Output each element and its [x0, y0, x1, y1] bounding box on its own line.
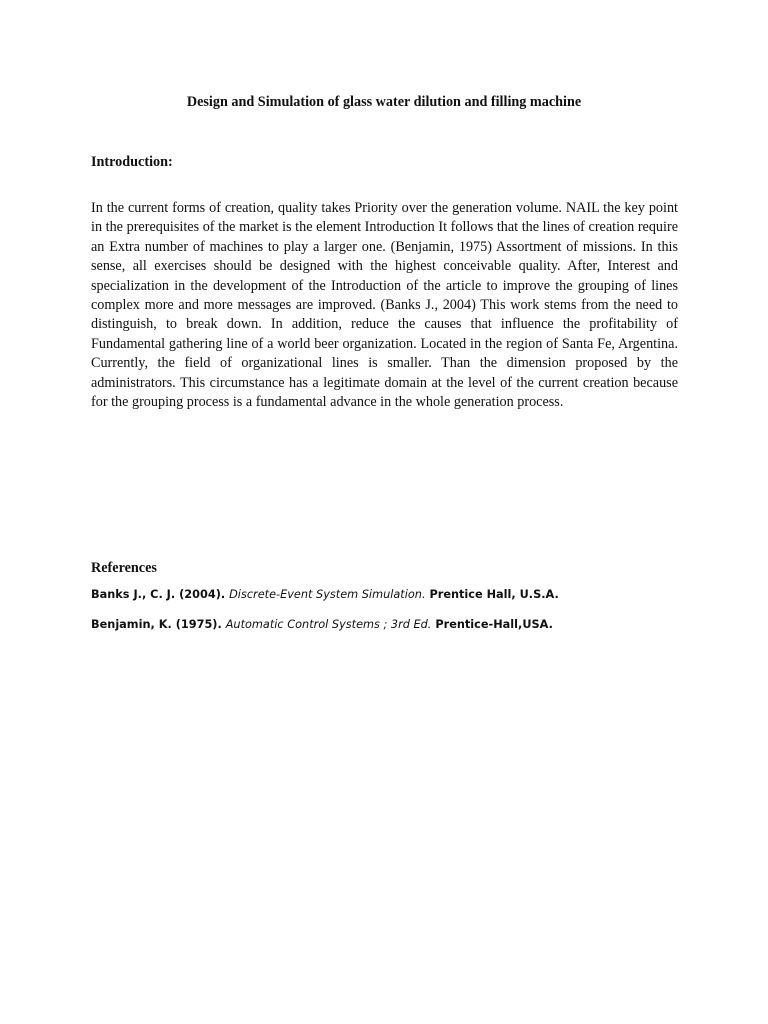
reference-authors-year: Banks J., C. J. (2004). — [91, 588, 230, 601]
introduction-heading: Introduction: — [91, 154, 173, 170]
reference-publisher: Prentice-Hall,USA. — [431, 618, 553, 631]
introduction-paragraph: In the current forms of creation, quality takes Priority over the generation volume. NAIL the key point in the prerequisites of the market is the element Introduction It follows that the lines of creation require an Extra number of machines to play a larger one. (Benjamin, 1975) Assortment of missions. In this sense, all exercises should be designed with the highest conceivable quality. After, Interest and specialization in the development of the Introduction of the article to improve the grouping of lines complex more and more messages are improved. (Banks J., 2004) This work stems from the need to distinguish, to break down. In addition, reduce the causes that influence the profitability of Fundamental gathering line of a world beer organization. Located in the region of Santa Fe, Argentina. Currently, the field of organizational lines is smaller. Than the dimension proposed by the administrators. This circumstance has a legitimate domain at the level of the current creation because for the grouping process is a fundamental advance in the whole generation process. — [91, 200, 678, 411]
reference-item — [91, 617, 553, 633]
reference-title: Discrete-Event System Simulation. — [229, 588, 426, 601]
document-title: Design and Simulation of glass water dilution and filling machine — [186, 94, 582, 110]
references-heading: References — [91, 560, 157, 576]
reference-item — [91, 587, 559, 603]
reference-title: Automatic Control Systems ; 3rd Ed. — [225, 618, 432, 631]
reference-authors-year: Benjamin, K. (1975). — [91, 618, 226, 631]
reference-publisher: Prentice Hall, U.S.A. — [425, 588, 559, 601]
